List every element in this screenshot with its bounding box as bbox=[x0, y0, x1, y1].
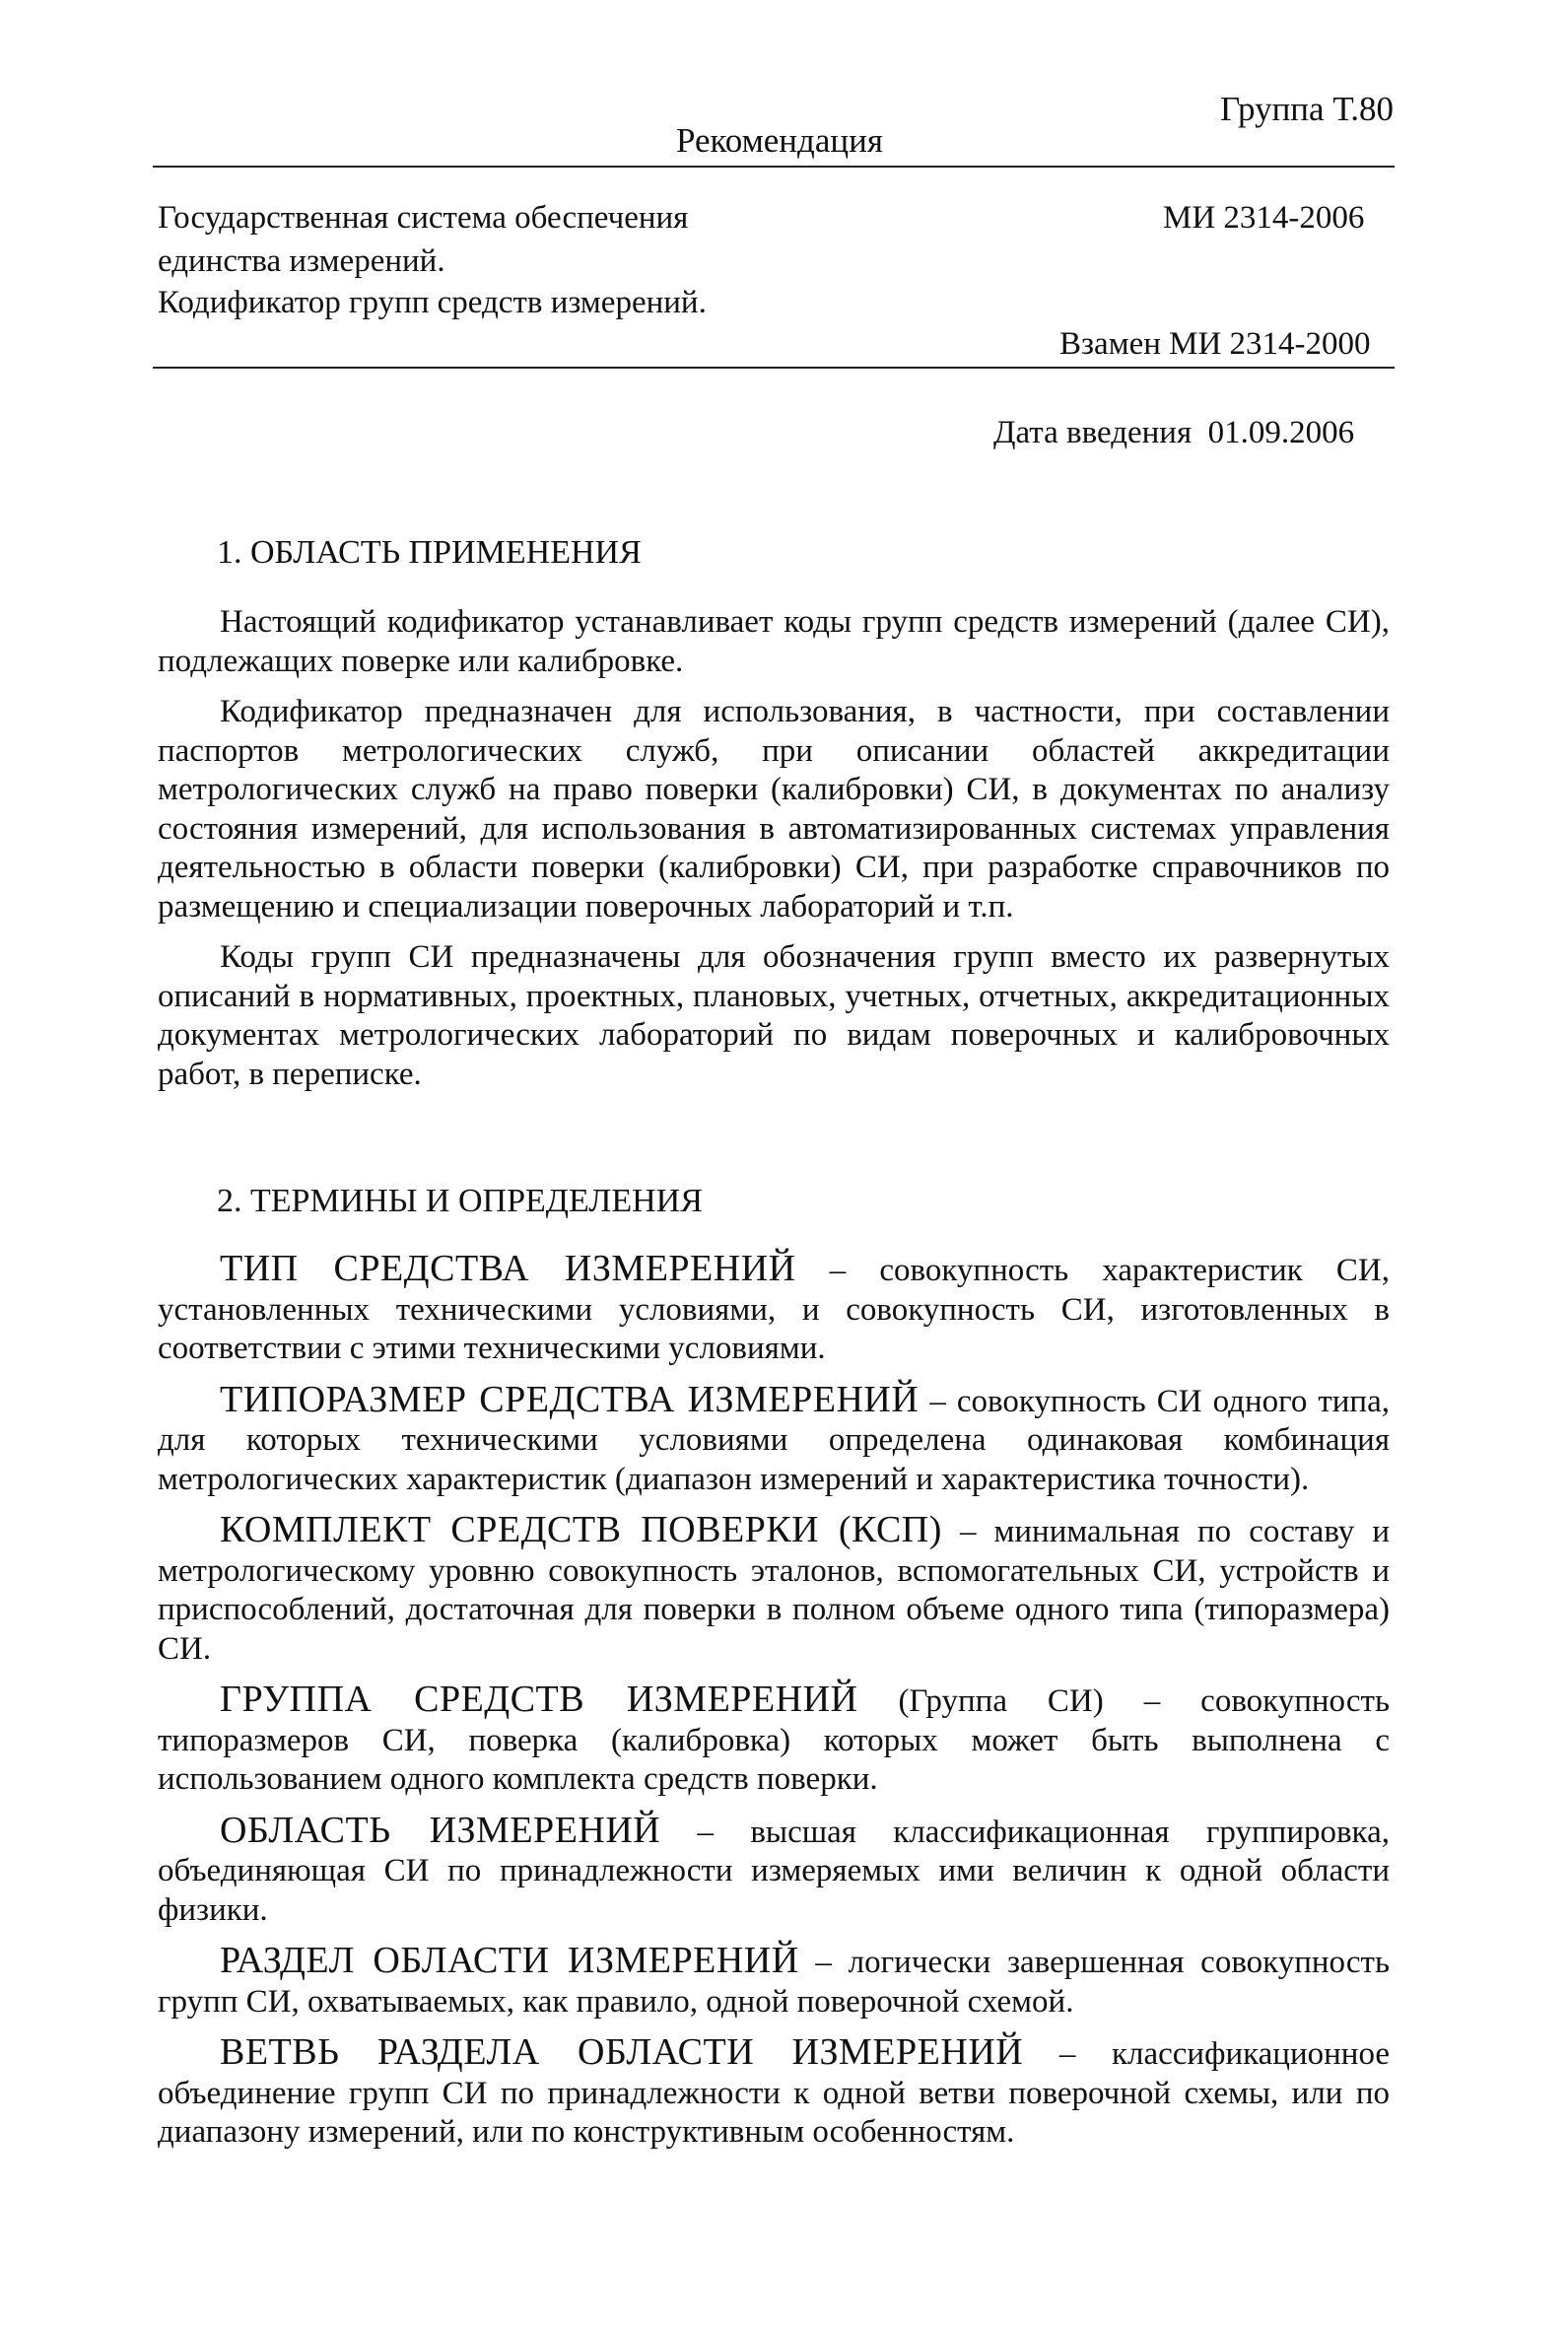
definition bbox=[158, 1680, 1390, 1800]
section-1-paragraph: Настоящий кодификатор устанавливает коды групп средств измерений (далее СИ), подлежащих поверке или калибровке. bbox=[158, 604, 1390, 679]
section-1-heading: 1. ОБЛАСТЬ ПРИМЕНЕНИЯ bbox=[217, 534, 642, 571]
title-line-1: Государственная система обеспечения bbox=[158, 200, 689, 236]
header-top-rule bbox=[153, 166, 1395, 168]
definition bbox=[158, 1809, 1390, 1931]
header-bottom-rule bbox=[153, 367, 1395, 369]
definition-text: – классификационное объединение групп СИ по принадлежности к одной ветви поверочной схемы, или по диапазону измерений, или по конструктивным особенностям. bbox=[158, 2036, 1391, 2150]
section-1-paragraph: Кодификатор предназначен для использования, в частности, при составлении паспортов метрологических служб, при описании областей аккредитации метрологических служб на право поверки (калибровки) СИ, в документах по анализу состояния измерений, для использования в автоматизированных системах управления деятельностью в области поверки (калибровки) СИ, при разработке справочников по размещению и специализации поверочных лабораторий и т.п. bbox=[158, 694, 1390, 925]
section-1-paragraph: Коды групп СИ предназначены для обозначения групп вместо их развернутых описаний в нормативных, проектных, плановых, учетных, отчетных, аккредитационных документах метрологических лабораторий по видам поверочных и калибровочных работ, в переписке. bbox=[158, 939, 1390, 1092]
definition-term: ОБЛАСТЬ ИЗМЕРЕНИЙ bbox=[220, 1809, 661, 1851]
title-line-2: единства измерений. bbox=[158, 243, 445, 279]
definition-term: КОМПЛЕКТ СРЕДСТВ ПОВЕРКИ (КСП) bbox=[220, 1509, 942, 1550]
definition-term: ГРУППА СРЕДСТВ ИЗМЕРЕНИЙ bbox=[220, 1679, 858, 1720]
replaces-note: Взамен МИ 2314-2000 bbox=[1059, 326, 1371, 362]
definition bbox=[158, 1942, 1390, 2022]
definition-term: РАЗДЕЛ ОБЛАСТИ ИЗМЕРЕНИЙ bbox=[220, 1940, 799, 1981]
definition bbox=[158, 2033, 1390, 2153]
definition-text: – совокупность СИ одного типа, для которых техническими условиями определена одинаковая комбинация метрологических характеристик (диапазон измерений и характеристика точности). bbox=[158, 1383, 1390, 1497]
introduction-date: Дата введения 01.09.2006 bbox=[993, 415, 1355, 450]
section-1-body bbox=[158, 603, 1390, 1106]
section-2-heading: 2. ТЕРМИНЫ И ОПРЕДЕЛЕНИЯ bbox=[217, 1183, 703, 1219]
definition-text: – совокупность характеристик СИ, установленных техническими условиями, и совокупность СИ, изготовленных в соответствии с этими техническими условиями. bbox=[158, 1253, 1390, 1366]
definition-term: ВЕТВЬ РАЗДЕЛА ОБЛАСТИ ИЗМЕРЕНИЙ bbox=[220, 2031, 1024, 2073]
definition bbox=[158, 1511, 1390, 1669]
group-code: Группа Т.80 bbox=[1220, 90, 1394, 128]
definition bbox=[158, 1378, 1390, 1500]
document-number: МИ 2314-2006 bbox=[1163, 200, 1365, 236]
definition-text: – высшая классификационная группировка, объединяющая СИ по принадлежности измеряемых ими величин к одной области физики. bbox=[158, 1814, 1390, 1928]
definition-text: – минимальная по составу и метрологическому уровню совокупность эталонов, вспомогательных СИ, устройств и приспособлений, достаточная для поверки в полном объеме одного типа (типоразмера) СИ. bbox=[158, 1514, 1390, 1667]
section-2-body bbox=[158, 1250, 1390, 2164]
title-line-3: Кодификатор групп средств измерений. bbox=[158, 285, 707, 320]
definition-term: ТИП СРЕДСТВА ИЗМЕРЕНИЙ bbox=[220, 1248, 796, 1289]
definition-text: – логически завершенная совокупность групп СИ, охватываемых, как правило, одной поверочной схемой. bbox=[158, 1945, 1390, 2020]
definition-text: (Группа СИ) – совокупность типоразмеров СИ, поверка (калибровка) которых может быть выполнена с использованием одного комплекта средств поверки. bbox=[158, 1683, 1390, 1797]
definition bbox=[158, 1250, 1390, 1369]
definition-term: ТИПОРАЗМЕР СРЕДСТВА ИЗМЕРЕНИЙ bbox=[220, 1378, 920, 1420]
document-type: Рекомендация bbox=[676, 121, 883, 160]
